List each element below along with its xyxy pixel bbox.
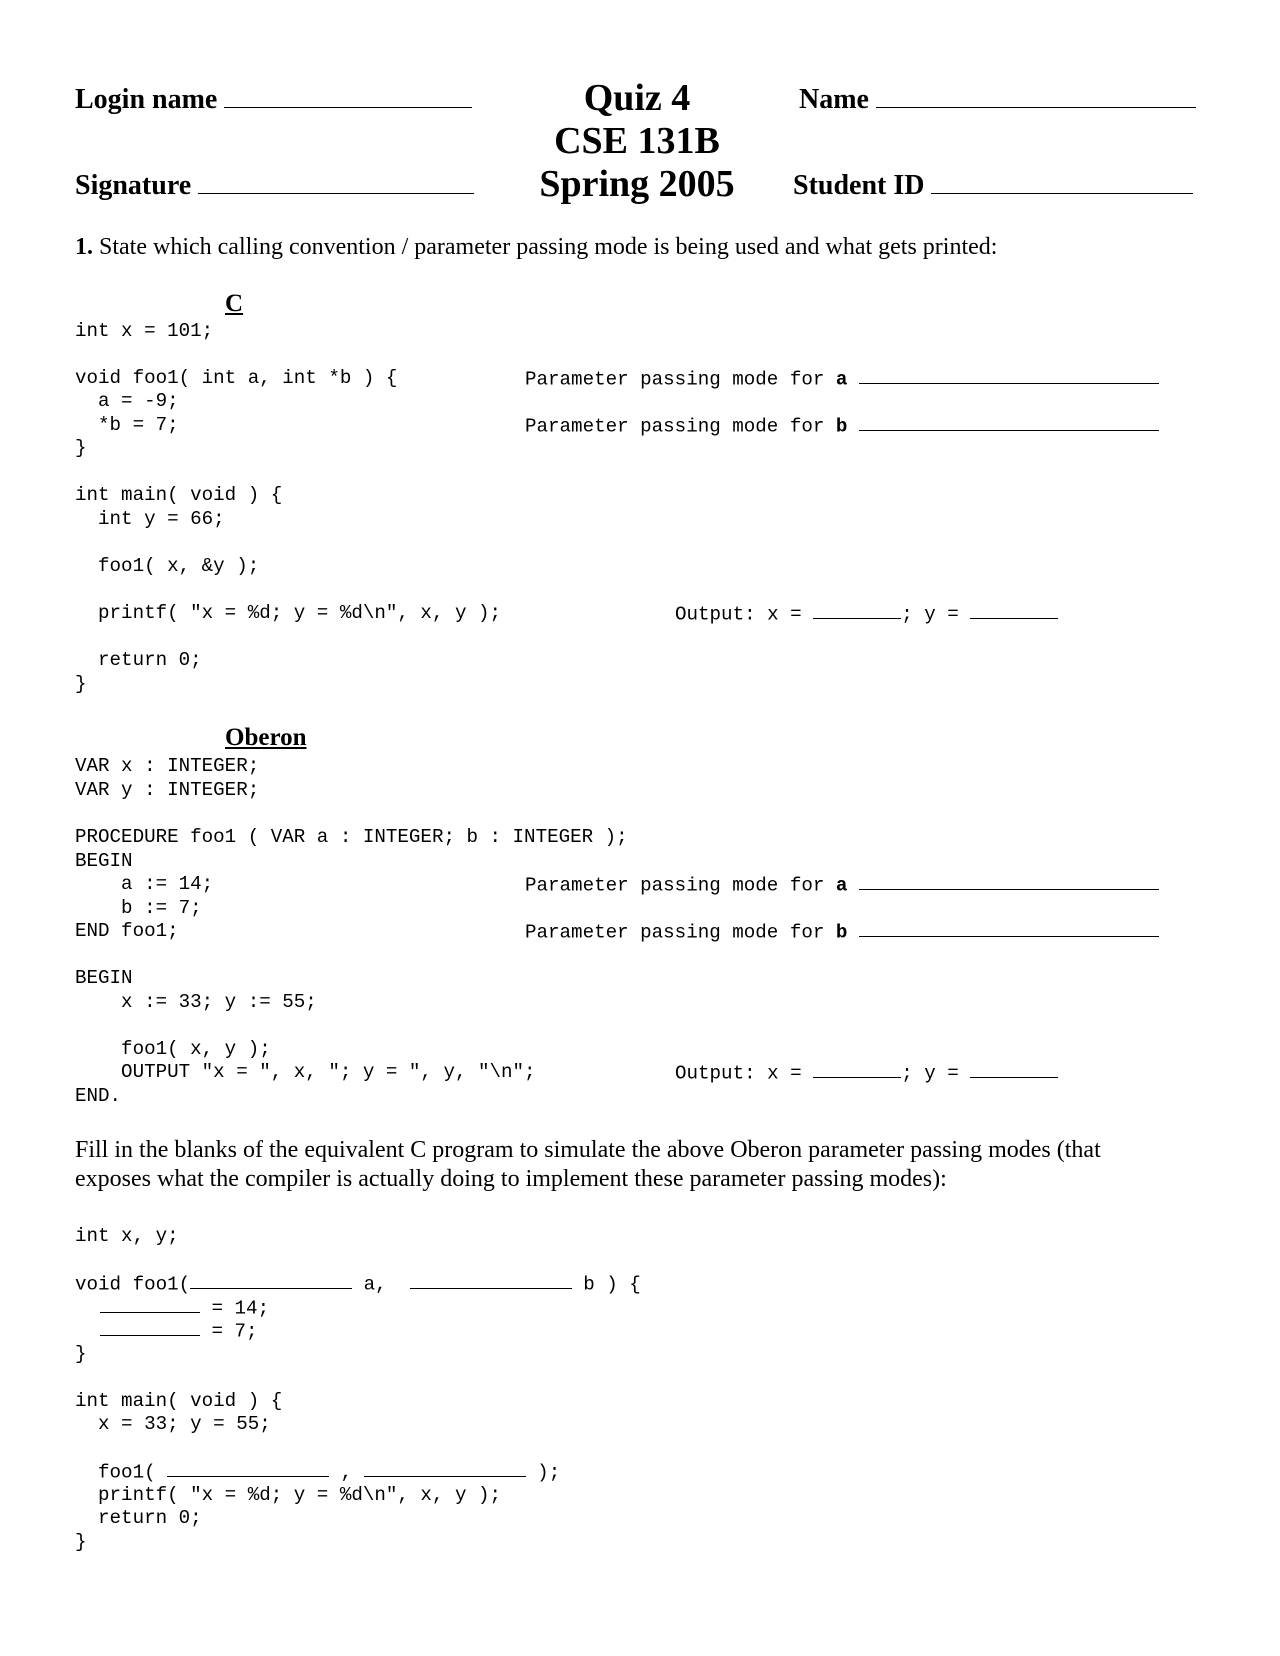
c-code-line: a = -9; <box>75 390 179 412</box>
oberon-output-x-blank[interactable] <box>813 1060 901 1078</box>
c-code-line: int x = 101; <box>75 320 214 342</box>
c-mode-b-blank[interactable] <box>859 413 1159 431</box>
fill-in-prompt-line-2: exposes what the compiler is actually doing to implement these parameter passing modes): <box>75 1166 947 1192</box>
fill-in-param-b-type-blank[interactable] <box>410 1271 572 1289</box>
signature-label: Signature <box>75 170 192 202</box>
oberon-code-line: BEGIN <box>75 967 133 989</box>
student-id-blank[interactable] <box>931 168 1193 194</box>
oberon-mode-a-label: Parameter passing mode for <box>525 874 836 897</box>
question-prompt: State which calling convention / parameter passing mode is being used and what gets printed: <box>99 234 998 260</box>
oberon-output-sep: ; y = <box>901 1062 971 1085</box>
fill-in-sig-end: b ) { <box>571 1273 641 1296</box>
fill-in-main-start: int main( void ) { <box>75 1390 283 1412</box>
oberon-mode-b-var: b <box>835 921 848 944</box>
c-mode-a-blank[interactable] <box>859 366 1159 384</box>
course-title: CSE 131B <box>554 120 720 162</box>
fill-in-assign-a-blank[interactable] <box>100 1295 200 1313</box>
oberon-mode-a-var: a <box>835 874 848 897</box>
oberon-code-line: VAR x : INTEGER; <box>75 755 260 777</box>
oberon-mode-a-blank[interactable] <box>859 872 1159 890</box>
oberon-code-line: a := 14; <box>75 873 214 895</box>
term-title: Spring 2005 <box>539 163 735 205</box>
c-output-answer[interactable] <box>675 601 1058 626</box>
c-code-line: *b = 7; <box>75 414 179 436</box>
fill-in-assign-b-blank[interactable] <box>100 1318 200 1336</box>
fill-in-signature <box>75 1271 641 1296</box>
oberon-output-label: Output: x = <box>675 1062 814 1085</box>
signature-field[interactable] <box>75 168 474 202</box>
fill-in-printf: printf( "x = %d; y = %d\n", x, y ); <box>75 1484 502 1506</box>
fill-in-call <box>75 1459 560 1484</box>
fill-in-sig-start: void foo1( <box>75 1273 191 1296</box>
fill-in-call-arg-2-blank[interactable] <box>364 1459 526 1477</box>
name-blank[interactable] <box>876 82 1196 108</box>
c-code-line: int main( void ) { <box>75 484 283 506</box>
oberon-mode-b-label: Parameter passing mode for <box>525 921 836 944</box>
c-output-label: Output: x = <box>675 603 814 626</box>
oberon-code-line: BEGIN <box>75 850 133 872</box>
oberon-code-line: END. <box>75 1085 122 1107</box>
question-number: 1. <box>75 234 93 260</box>
fill-in-sig-mid: a, <box>352 1273 399 1296</box>
name-label: Name <box>799 84 869 116</box>
c-code-line: int y = 66; <box>75 508 225 530</box>
fill-in-close-brace: } <box>75 1343 87 1365</box>
fill-in-assign-b-text: = 7; <box>200 1320 258 1343</box>
login-name-field[interactable] <box>75 82 472 116</box>
c-mode-b-var: b <box>835 415 848 438</box>
fill-in-param-a-type-blank[interactable] <box>190 1271 352 1289</box>
fill-in-call-end: ); <box>525 1461 561 1484</box>
fill-in-decl: int x, y; <box>75 1225 179 1247</box>
fill-in-assign-a-text: = 14; <box>200 1297 270 1320</box>
oberon-code-line: PROCEDURE foo1 ( VAR a : INTEGER; b : INTEGER ); <box>75 826 628 848</box>
fill-in-assign-b <box>100 1318 258 1343</box>
oberon-code-line: x := 33; y := 55; <box>75 991 317 1013</box>
student-id-field[interactable] <box>793 168 1193 202</box>
c-mode-b-answer[interactable] <box>525 413 1159 438</box>
oberon-mode-b-blank[interactable] <box>859 919 1159 937</box>
oberon-code-line: foo1( x, y ); <box>75 1038 271 1060</box>
c-mode-b-label: Parameter passing mode for <box>525 415 836 438</box>
oberon-code-line: b := 7; <box>75 897 202 919</box>
c-code-line: void foo1( int a, int *b ) { <box>75 367 398 389</box>
quiz-title: Quiz 4 <box>583 77 691 119</box>
c-output-x-blank[interactable] <box>813 601 901 619</box>
c-code-line: foo1( x, &y ); <box>75 555 260 577</box>
c-output-y-blank[interactable] <box>970 601 1058 619</box>
c-output-sep: ; y = <box>901 603 971 626</box>
login-name-blank[interactable] <box>224 82 472 108</box>
student-id-label: Student ID <box>793 170 925 202</box>
c-mode-a-answer[interactable] <box>525 366 1159 391</box>
fill-in-call-start: foo1( <box>75 1461 168 1484</box>
fill-in-call-arg-1-blank[interactable] <box>167 1459 329 1477</box>
name-field[interactable] <box>799 82 1196 116</box>
signature-blank[interactable] <box>198 168 474 194</box>
c-mode-a-label: Parameter passing mode for <box>525 368 836 391</box>
c-code-line: } <box>75 673 87 695</box>
fill-in-close-brace: } <box>75 1531 87 1553</box>
c-code-line: } <box>75 437 87 459</box>
c-code-line: return 0; <box>75 649 202 671</box>
c-heading: C <box>225 290 244 317</box>
login-name-label: Login name <box>75 84 218 116</box>
oberon-code-line: VAR y : INTEGER; <box>75 779 260 801</box>
fill-in-assign-a <box>100 1295 269 1320</box>
oberon-code-line: OUTPUT "x = ", x, "; y = ", y, "\n"; <box>75 1061 536 1083</box>
question-1 <box>75 234 997 261</box>
oberon-output-y-blank[interactable] <box>970 1060 1058 1078</box>
fill-in-prompt-line-1: Fill in the blanks of the equivalent C program to simulate the above Oberon parameter passing modes (that <box>75 1137 1101 1163</box>
fill-in-main-assign: x = 33; y = 55; <box>75 1413 271 1435</box>
c-code-line: printf( "x = %d; y = %d\n", x, y ); <box>75 602 502 624</box>
fill-in-call-mid: , <box>329 1461 364 1484</box>
oberon-mode-a-answer[interactable] <box>525 872 1159 897</box>
oberon-output-answer[interactable] <box>675 1060 1058 1085</box>
oberon-heading: Oberon <box>225 724 307 751</box>
oberon-mode-b-answer[interactable] <box>525 919 1159 944</box>
fill-in-return: return 0; <box>75 1507 202 1529</box>
oberon-code-line: END foo1; <box>75 920 179 942</box>
c-mode-a-var: a <box>835 368 848 391</box>
